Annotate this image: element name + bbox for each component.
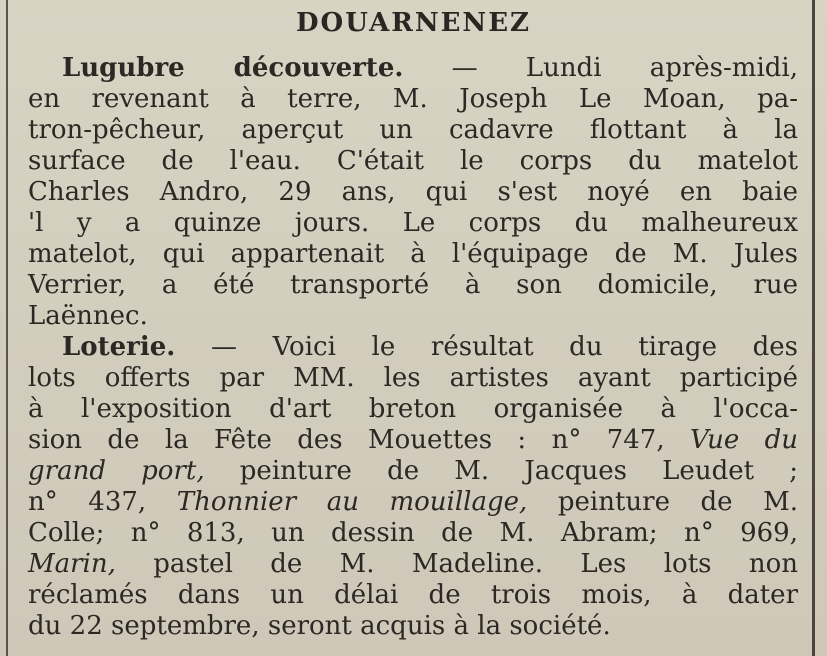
article-line: du 22 septembre, seront acquis à la société. (28, 611, 611, 641)
text-fragment: — Lundi après-midi, (403, 53, 798, 83)
article-line: Charles Andro, 29 ans, qui s'est noyé en baie (28, 177, 798, 207)
article-rubric: Lugubre découverte. (62, 53, 404, 83)
article-line (28, 425, 798, 455)
article-line (28, 456, 798, 486)
artwork-title: Marin, (28, 549, 116, 579)
article-line: 'l y a quinze jours. Le corps du malheureux (28, 208, 798, 238)
article-line: lots offerts par MM. les artistes ayant participé (28, 363, 798, 393)
column-rule-left (6, 0, 8, 656)
text-fragment: peinture de M. (527, 487, 798, 517)
text-fragment: — Voici le résultat du tirage des (175, 332, 798, 362)
article-line: Laënnec. (28, 301, 148, 331)
artwork-title: Vue du (689, 425, 798, 455)
article-line: en revenant à terre, M. Joseph Le Moan, pa- (28, 84, 798, 114)
article-line (28, 487, 798, 517)
article-line: Colle; n° 813, un dessin de M. Abram; n° 969, (28, 518, 798, 548)
article-line: tron-pêcheur, aperçut un cadavre flottant à la (28, 115, 798, 145)
text-fragment: peinture de M. Jacques Leudet ; (204, 456, 798, 486)
article-line: réclamés dans un délai de trois mois, à dater (28, 580, 798, 610)
text-fragment: pastel de M. Madeline. Les lots non (115, 549, 798, 579)
headline: DOUARNENEZ (296, 8, 531, 38)
article-line: matelot, qui appartenait à l'équipage de M. Jules (28, 239, 798, 269)
text-fragment: sion de la Fête des Mouettes : n° 747, (28, 425, 665, 455)
article-line: à l'exposition d'art breton organisée à l'occa- (28, 394, 798, 424)
article-line (62, 53, 798, 83)
article-line: surface de l'eau. C'était le corps du matelot (28, 146, 798, 176)
article-line (62, 332, 798, 362)
article-rubric: Loterie. (62, 332, 176, 362)
artwork-title: grand port, (28, 456, 205, 486)
article-line (28, 549, 798, 579)
artwork-title: Thonnier au mouillage, (176, 487, 528, 517)
text-fragment: n° 437, (28, 487, 147, 517)
column-rule-right (812, 0, 815, 656)
article-line: Verrier, a été transporté à son domicile, rue (28, 270, 798, 300)
